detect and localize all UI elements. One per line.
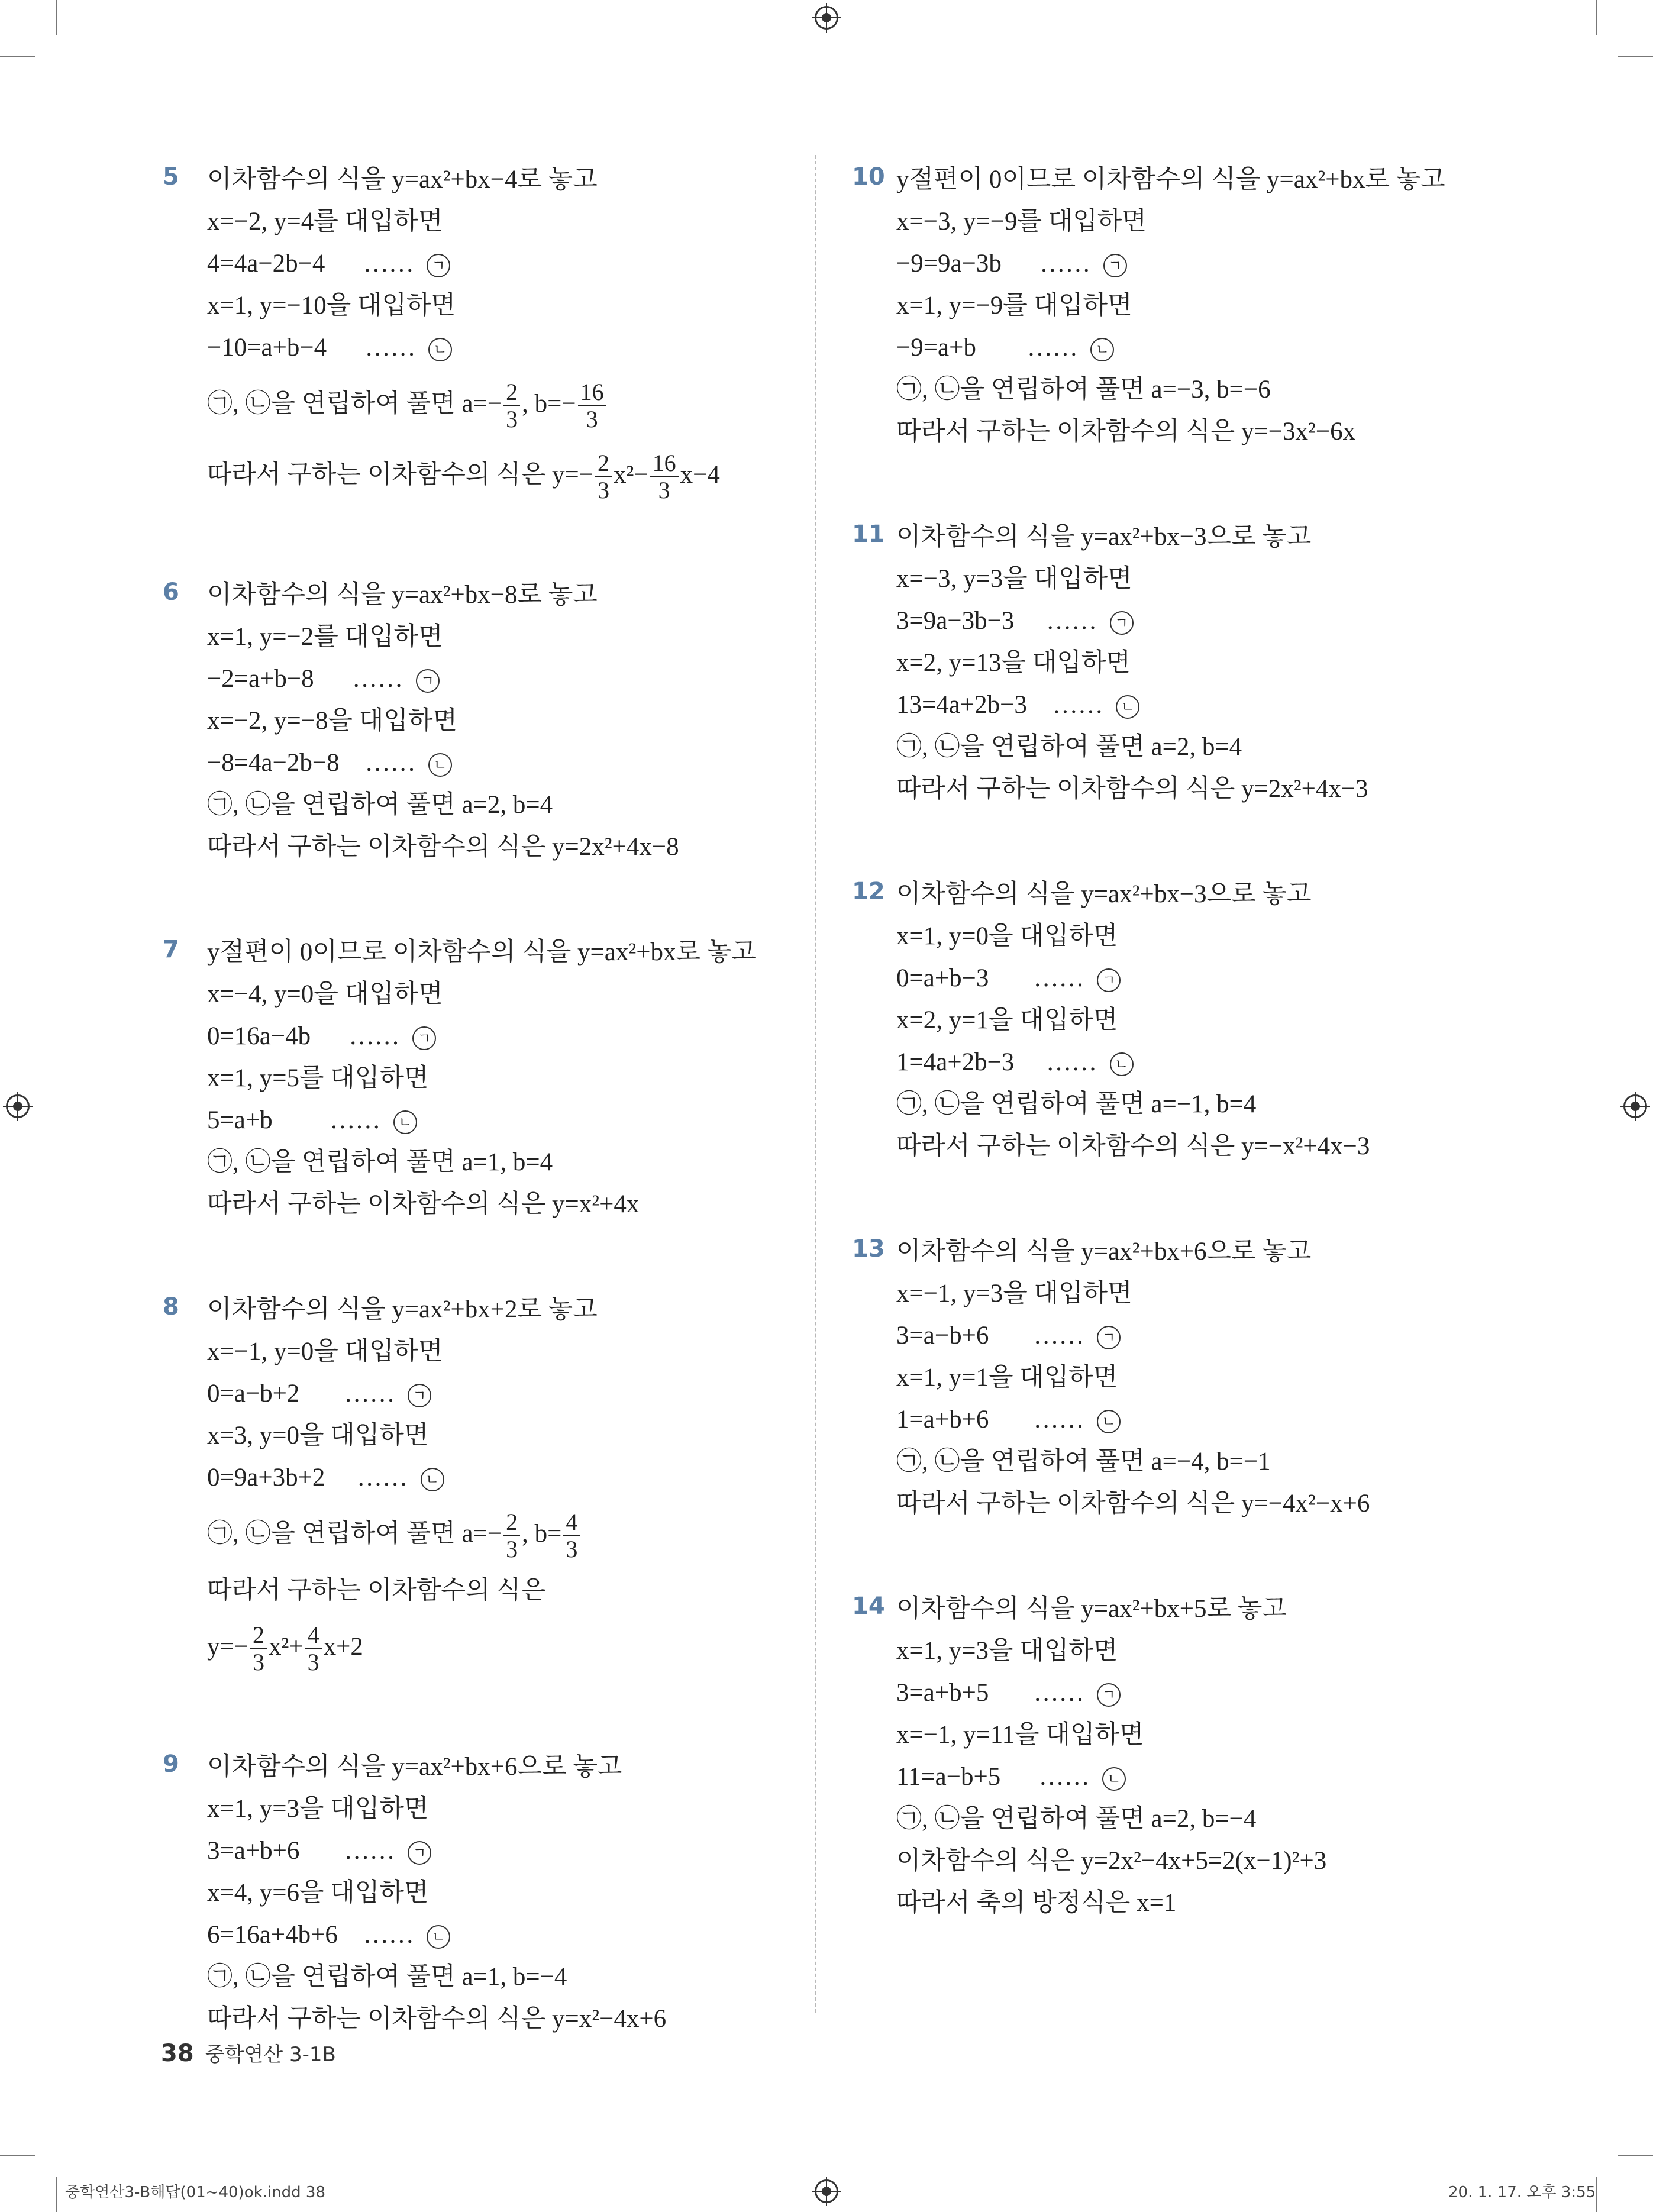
line-text: 3=a+b+5: [896, 1679, 1034, 1707]
line-text: 3=a+b+6: [207, 1837, 344, 1865]
line-text: 따라서 구하는 이차함수의 식은 y=2x²+4x−8: [207, 833, 679, 861]
solution-line: [896, 726, 1532, 768]
crop-mark: [56, 0, 57, 35]
line-text: 이차함수의 식을 y=ax²+bx+5로 놓고: [896, 1595, 1287, 1623]
line-text: ㉠, ㉡을 연립하여 풀면 a=−1, b=4: [896, 1090, 1257, 1118]
registration-mark-icon: [1623, 1094, 1647, 1118]
fraction: [595, 450, 612, 503]
fraction: [503, 379, 520, 432]
line-text: x=−3, y=3을 대입하면: [896, 565, 1132, 593]
solution-line: [207, 1914, 784, 1956]
line-text: ㉠, ㉡을 연립하여 풀면 a=1, b=−4: [207, 1963, 567, 1991]
crop-mark: [1618, 2155, 1653, 2156]
solution-line: [207, 285, 784, 327]
fraction: [563, 1509, 580, 1562]
fraction-denominator: 3: [506, 1536, 518, 1563]
line-text: 3=9a−3b−3: [896, 607, 1047, 635]
ellipsis: ……: [364, 749, 429, 777]
solution-line: [896, 1441, 1532, 1483]
problem-block: [852, 1588, 1532, 1924]
problem-block: [852, 516, 1532, 810]
solution-lines: [896, 1588, 1532, 1924]
line-text: x=1, y=−2를 대입하면: [207, 623, 443, 651]
solution-line: [896, 201, 1532, 243]
marker-giyeok-icon: ㄱ: [1097, 1326, 1121, 1349]
marker-nieun-icon: ㄴ: [421, 1468, 444, 1491]
line-text: ㉠, ㉡을 연립하여 풀면 a=−3, b=−6: [896, 376, 1271, 403]
line-text: ㉠, ㉡을 연립하여 풀면 a=2, b=4: [896, 733, 1242, 761]
problem-number: 9: [163, 1751, 179, 1778]
line-text: −9=a+b: [896, 334, 1027, 361]
solution-lines: [207, 574, 784, 868]
line-text: x=−2, y=4를 대입하면: [207, 208, 443, 235]
line-text: 0=16a−4b: [207, 1022, 349, 1050]
solution-line: [896, 768, 1532, 810]
ellipsis: ……: [1033, 1406, 1097, 1433]
solution-line: [896, 243, 1532, 285]
marker-nieun-icon: ㄴ: [427, 1925, 450, 1949]
solution-line: [896, 1041, 1532, 1083]
problem-block: [163, 1289, 784, 1683]
line-text: x=1, y=3을 대입하면: [896, 1637, 1118, 1665]
solution-lines: [896, 873, 1532, 1167]
line-text: x=−1, y=0을 대입하면: [207, 1338, 443, 1365]
fraction-denominator: 3: [253, 1649, 265, 1676]
solution-line: [207, 1872, 784, 1914]
fraction-numerator: 16: [650, 450, 679, 477]
ellipsis: ……: [364, 334, 429, 361]
solution-line: [896, 999, 1532, 1041]
solution-line: [896, 1399, 1532, 1441]
solution-line: [207, 1141, 784, 1183]
line-text: x−4: [680, 461, 720, 489]
line-text: −10=a+b−4: [207, 334, 365, 361]
line-text: ㉠, ㉡을 연립하여 풀면 a=−: [207, 1520, 502, 1548]
fraction-numerator: 4: [563, 1509, 580, 1536]
line-text: 이차함수의 식을 y=ax²+bx+2로 놓고: [207, 1296, 598, 1323]
solution-line: [896, 1630, 1532, 1672]
solution-line: [207, 826, 784, 868]
solution-line: [207, 440, 784, 511]
line-text: −8=4a−2b−8: [207, 749, 365, 777]
marker-giyeok-icon: ㄱ: [412, 1026, 436, 1050]
crop-mark: [0, 2155, 35, 2156]
fraction: [578, 379, 606, 432]
problem-number: 10: [852, 163, 885, 190]
problem-block: [163, 574, 784, 868]
line-text: 따라서 구하는 이차함수의 식은 y=2x²+4x−3: [896, 775, 1368, 803]
marker-nieun-icon: ㄴ: [428, 338, 452, 361]
solution-line: [207, 1183, 784, 1225]
solution-line: [207, 658, 784, 700]
line-text: 이차함수의 식을 y=ax²+bx+6으로 놓고: [207, 1753, 622, 1781]
solution-lines: [207, 159, 784, 511]
problem-number: 11: [852, 521, 885, 548]
line-text: x=−4, y=0을 대입하면: [207, 980, 443, 1008]
line-text: y=−: [207, 1633, 249, 1661]
marker-giyeok-icon: ㄱ: [408, 1384, 431, 1407]
line-text: x=1, y=−10을 대입하면: [207, 292, 456, 319]
solution-line: [207, 369, 784, 440]
problem-block: [163, 159, 784, 511]
book-title: 중학연산 3-1B: [205, 2043, 336, 2066]
fraction-numerator: 2: [595, 450, 612, 477]
ellipsis: ……: [352, 665, 416, 693]
ellipsis: ……: [1033, 1679, 1097, 1707]
ellipsis: ……: [344, 1380, 408, 1407]
solution-line: [896, 369, 1532, 411]
solution-line: [207, 784, 784, 826]
ellipsis: ……: [1052, 691, 1116, 719]
solution-line: [207, 931, 784, 973]
fraction: [503, 1509, 520, 1562]
solution-line: [896, 1231, 1532, 1273]
solution-line: [896, 873, 1532, 915]
problem-block: [852, 159, 1532, 453]
ellipsis: ……: [348, 1022, 413, 1050]
marker-giyeok-icon: ㄱ: [1097, 968, 1121, 992]
solution-line: [896, 1357, 1532, 1399]
solution-line: [896, 915, 1532, 957]
solution-line: [896, 285, 1532, 327]
solution-line: [896, 1315, 1532, 1357]
line-text: ㉠, ㉡을 연립하여 풀면 a=−4, b=−1: [896, 1448, 1271, 1475]
registration-mark-icon: [815, 6, 838, 30]
line-text: x=1, y=−9를 대입하면: [896, 292, 1132, 319]
solution-line: [207, 1373, 784, 1415]
marker-giyeok-icon: ㄱ: [1097, 1683, 1121, 1707]
fraction-denominator: 3: [307, 1649, 319, 1676]
solution-line: [896, 1756, 1532, 1798]
solution-line: [207, 1612, 784, 1683]
problem-block: [852, 1231, 1532, 1525]
line-text: 0=a−b+2: [207, 1380, 344, 1407]
fraction-numerator: 4: [305, 1622, 322, 1649]
crop-mark: [1618, 56, 1653, 57]
line-text: 따라서 구하는 이차함수의 식은 y=x²−4x+6: [207, 2005, 667, 2033]
solution-line: [207, 1956, 784, 1998]
crop-mark: [0, 56, 35, 57]
marker-nieun-icon: ㄴ: [428, 753, 452, 777]
ellipsis: ……: [357, 1464, 421, 1491]
solution-line: [896, 684, 1532, 726]
problem-number: 13: [852, 1235, 885, 1262]
solution-line: [896, 1798, 1532, 1840]
fraction: [650, 450, 679, 503]
line-text: x=−3, y=−9를 대입하면: [896, 208, 1147, 235]
line-text: ㉠, ㉡을 연립하여 풀면 a=−: [207, 390, 502, 418]
fraction-denominator: 3: [598, 477, 609, 504]
solution-lines: [896, 516, 1532, 810]
solution-line: [896, 1882, 1532, 1924]
solution-line: [207, 1998, 784, 2040]
fraction-numerator: 2: [503, 1509, 520, 1536]
line-text: 5=a+b: [207, 1106, 330, 1134]
solution-line: [896, 516, 1532, 558]
solution-line: [207, 201, 784, 243]
line-text: 따라서 구하는 이차함수의 식은 y=x²+4x: [207, 1190, 640, 1218]
line-text: y절편이 0이므로 이차함수의 식을 y=ax²+bx로 놓고: [896, 166, 1445, 193]
line-text: x²−: [614, 461, 648, 489]
solution-line: [207, 1457, 784, 1499]
solution-line: [896, 411, 1532, 453]
solution-line: [207, 742, 784, 784]
ellipsis: ……: [1046, 607, 1110, 635]
solution-line: [207, 1057, 784, 1099]
ellipsis: ……: [1038, 1763, 1103, 1791]
ellipsis: ……: [344, 1837, 408, 1865]
solution-line: [896, 600, 1532, 642]
marker-nieun-icon: ㄴ: [1090, 338, 1114, 361]
line-text: x=−1, y=3을 대입하면: [896, 1280, 1132, 1307]
solution-line: [896, 1588, 1532, 1630]
solution-line: [207, 327, 784, 369]
line-text: , b=: [522, 1520, 562, 1548]
problem-number: 12: [852, 878, 885, 905]
marker-nieun-icon: ㄴ: [1116, 695, 1139, 719]
line-text: x=1, y=5를 대입하면: [207, 1064, 429, 1092]
ellipsis: ……: [1039, 250, 1103, 277]
marker-giyeok-icon: ㄱ: [1103, 254, 1127, 277]
solution-lines: [207, 1289, 784, 1683]
line-text: x+2: [323, 1633, 363, 1661]
marker-giyeok-icon: ㄱ: [427, 254, 450, 277]
solution-line: [207, 1499, 784, 1570]
print-slug-filename: 중학연산3-B해답(01~40)ok.indd 38: [65, 2184, 325, 2201]
solutions-column-right: [852, 159, 1532, 1924]
solution-line: [896, 642, 1532, 684]
line-text: x=1, y=0을 대입하면: [896, 922, 1118, 950]
column-divider: [815, 155, 816, 2013]
solution-line: [896, 159, 1532, 201]
line-text: ㉠, ㉡을 연립하여 풀면 a=2, b=−4: [896, 1805, 1257, 1833]
solution-line: [207, 700, 784, 742]
marker-giyeok-icon: ㄱ: [408, 1841, 431, 1865]
line-text: 0=9a+3b+2: [207, 1464, 357, 1491]
solution-lines: [896, 159, 1532, 453]
ellipsis: ……: [1033, 964, 1097, 992]
ellipsis: ……: [363, 250, 427, 277]
problem-block: [163, 1746, 784, 2040]
solution-line: [207, 159, 784, 201]
solution-lines: [896, 1231, 1532, 1525]
line-text: x=−2, y=−8을 대입하면: [207, 707, 457, 735]
solution-line: [896, 1840, 1532, 1882]
crop-mark: [56, 2177, 57, 2212]
print-slug-date: 20. 1. 17. 오후 3:55: [1448, 2184, 1596, 2201]
solution-line: [207, 1788, 784, 1830]
line-text: 6=16a+4b+6: [207, 1921, 363, 1949]
problem-block: [852, 873, 1532, 1167]
registration-mark-icon: [815, 2179, 838, 2203]
line-text: 따라서 구하는 이차함수의 식은 y=−x²+4x−3: [896, 1132, 1370, 1160]
solution-line: [207, 1015, 784, 1057]
solution-line: [207, 973, 784, 1015]
line-text: 따라서 구하는 이차함수의 식은 y=−3x²−6x: [896, 418, 1356, 445]
solution-line: [896, 327, 1532, 369]
ellipsis: ……: [363, 1921, 427, 1949]
line-text: −2=a+b−8: [207, 665, 353, 693]
ellipsis: ……: [1046, 1048, 1110, 1076]
fraction-numerator: 2: [250, 1622, 267, 1649]
line-text: 0=a+b−3: [896, 964, 1034, 992]
line-text: 이차함수의 식은 y=2x²−4x+5=2(x−1)²+3: [896, 1847, 1327, 1875]
line-text: y절편이 0이므로 이차함수의 식을 y=ax²+bx로 놓고: [207, 938, 756, 966]
page-number: 38: [161, 2040, 194, 2067]
solution-line: [207, 1289, 784, 1331]
fraction-numerator: 2: [503, 379, 520, 406]
line-text: 이차함수의 식을 y=ax²+bx−4로 놓고: [207, 166, 598, 193]
line-text: 4=4a−2b−4: [207, 250, 363, 277]
problem-number: 5: [163, 163, 179, 190]
ellipsis: ……: [330, 1106, 393, 1134]
fraction-denominator: 3: [586, 406, 598, 433]
line-text: 이차함수의 식을 y=ax²+bx−8로 놓고: [207, 581, 598, 609]
solution-line: [896, 1083, 1532, 1125]
line-text: ㉠, ㉡을 연립하여 풀면 a=1, b=4: [207, 1148, 553, 1176]
crop-mark: [1596, 0, 1597, 35]
solution-line: [207, 243, 784, 285]
fraction-numerator: 16: [578, 379, 606, 406]
marker-nieun-icon: ㄴ: [1097, 1410, 1121, 1433]
solution-line: [207, 1746, 784, 1788]
line-text: , b=−: [522, 390, 576, 418]
crop-mark: [1596, 2177, 1597, 2212]
solution-line: [896, 957, 1532, 999]
line-text: 따라서 구하는 이차함수의 식은 y=−4x²−x+6: [896, 1490, 1370, 1517]
line-text: −9=9a−3b: [896, 250, 1040, 277]
line-text: x=1, y=1을 대입하면: [896, 1364, 1118, 1391]
solution-line: [896, 1273, 1532, 1315]
line-text: x²+: [269, 1633, 304, 1661]
solutions-column-left: [163, 159, 784, 2040]
solution-line: [896, 1714, 1532, 1756]
marker-nieun-icon: ㄴ: [1102, 1767, 1126, 1791]
line-text: x=−1, y=11을 대입하면: [896, 1721, 1144, 1749]
line-text: 3=a−b+6: [896, 1322, 1034, 1349]
line-text: 1=a+b+6: [896, 1406, 1034, 1433]
marker-giyeok-icon: ㄱ: [416, 669, 440, 693]
problem-number: 7: [163, 936, 179, 963]
line-text: 따라서 구하는 이차함수의 식은: [207, 1577, 546, 1604]
line-text: 이차함수의 식을 y=ax²+bx+6으로 놓고: [896, 1238, 1312, 1265]
line-text: ㉠, ㉡을 연립하여 풀면 a=2, b=4: [207, 791, 553, 819]
line-text: 따라서 축의 방정식은 x=1: [896, 1889, 1177, 1917]
line-text: x=2, y=1을 대입하면: [896, 1006, 1118, 1034]
solution-line: [896, 1125, 1532, 1167]
fraction: [305, 1622, 322, 1675]
solution-line: [207, 1415, 784, 1457]
solution-lines: [207, 931, 784, 1225]
problem-block: [163, 931, 784, 1225]
marker-nieun-icon: ㄴ: [393, 1110, 417, 1134]
line-text: 1=4a+2b−3: [896, 1048, 1047, 1076]
line-text: 이차함수의 식을 y=ax²+bx−3으로 놓고: [896, 880, 1312, 908]
ellipsis: ……: [1026, 334, 1091, 361]
solution-line: [207, 1830, 784, 1872]
line-text: 13=4a+2b−3: [896, 691, 1053, 719]
line-text: 이차함수의 식을 y=ax²+bx−3으로 놓고: [896, 523, 1312, 551]
fraction-denominator: 3: [506, 406, 518, 433]
ellipsis: ……: [1033, 1322, 1097, 1349]
solution-line: [207, 1099, 784, 1141]
problem-number: 6: [163, 579, 179, 606]
solution-line: [896, 1483, 1532, 1525]
line-text: x=4, y=6을 대입하면: [207, 1879, 429, 1907]
line-text: 11=a−b+5: [896, 1763, 1039, 1791]
page-footer: [161, 2038, 336, 2067]
registration-mark-icon: [6, 1094, 30, 1118]
solution-line: [207, 1570, 784, 1612]
solution-line: [896, 1672, 1532, 1714]
marker-giyeok-icon: ㄱ: [1110, 611, 1134, 635]
problem-number: 14: [852, 1593, 885, 1620]
line-text: x=1, y=3을 대입하면: [207, 1795, 429, 1823]
line-text: 따라서 구하는 이차함수의 식은 y=−: [207, 461, 593, 489]
solution-line: [207, 1331, 784, 1373]
fraction-denominator: 3: [658, 477, 670, 504]
marker-nieun-icon: ㄴ: [1110, 1052, 1134, 1076]
line-text: x=2, y=13을 대입하면: [896, 649, 1131, 677]
solution-line: [207, 616, 784, 658]
fraction: [250, 1622, 267, 1675]
problem-number: 8: [163, 1293, 179, 1320]
solution-line: [896, 558, 1532, 600]
line-text: x=3, y=0을 대입하면: [207, 1422, 429, 1449]
solution-lines: [207, 1746, 784, 2040]
solution-line: [207, 574, 784, 616]
fraction-denominator: 3: [566, 1536, 578, 1563]
